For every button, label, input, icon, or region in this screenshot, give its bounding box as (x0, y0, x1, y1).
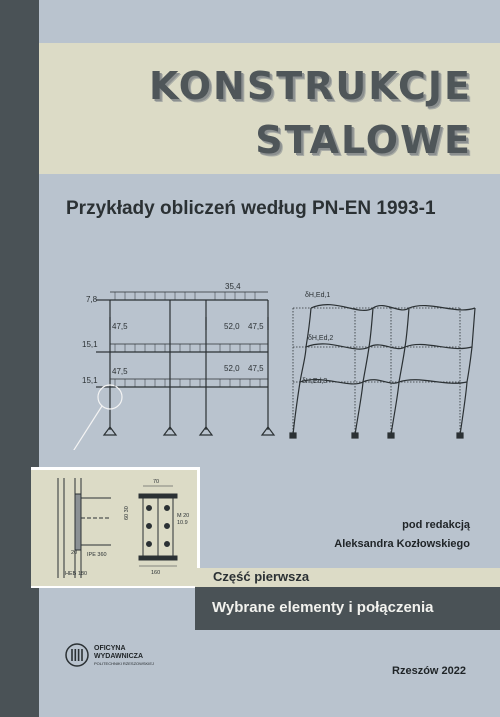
load-mid-left: 15,1 (82, 340, 98, 349)
load-p1: 47,5 (112, 322, 128, 331)
imperfection-1: δH,Ed,1 (305, 292, 331, 299)
editor-name: Aleksandra Kozłowskiego (334, 538, 470, 550)
detail-gap: 20 (71, 550, 78, 556)
imperfection-3: δH,Ed,3 (302, 378, 328, 385)
place-year: Rzeszów 2022 (392, 665, 466, 677)
part-band (195, 568, 500, 630)
part-title: Wybrane elementy i połączenia (212, 599, 434, 616)
detail-dim-top: 70 (153, 479, 160, 485)
publisher-text (94, 645, 154, 667)
load-p4: 47,5 (112, 367, 128, 376)
imperfection-2: δH,Ed,2 (308, 335, 334, 342)
publisher-line-1: OFICYNA (94, 645, 126, 652)
part-title-band (195, 587, 500, 630)
detail-bolt: M 20 (177, 513, 190, 519)
subtitle: Przykłady obliczeń według PN-EN 1993-1 (66, 198, 436, 219)
publisher-line-2: WYDAWNICZA (94, 653, 143, 660)
detail-dim-side: 60 30 (124, 506, 130, 520)
editor-block (334, 516, 470, 554)
part-label: Część pierwsza (213, 569, 310, 584)
frame-drawings (60, 275, 480, 450)
connection-detail-panel (31, 467, 200, 588)
load-top-right: 35,4 (225, 282, 241, 291)
load-p3: 47,5 (248, 322, 264, 331)
detail-width: 160 (151, 570, 161, 576)
connection-detail-drawing (31, 470, 197, 586)
load-p6: 47,5 (248, 364, 264, 373)
title-line-2: STALOWE (255, 118, 472, 162)
publisher-line-3: POLITECHNIKI RZESZOWSKIEJ (94, 661, 155, 666)
detail-column: HEB 180 (65, 571, 88, 577)
detail-beam: IPE 360 (87, 552, 107, 558)
load-p2: 52,0 (224, 322, 240, 331)
detail-grade: 10.9 (177, 520, 188, 526)
dark-spine-band (0, 0, 39, 717)
title-line-1: KONSTRUKCJE (149, 64, 472, 108)
load-top-left: 7,8 (86, 295, 98, 304)
load-p5: 52,0 (224, 364, 240, 373)
publisher-logo (64, 640, 184, 680)
part-label-band (195, 568, 500, 587)
load-low-left: 15,1 (82, 376, 98, 385)
publisher-emblem-icon (64, 642, 90, 668)
editor-line-1: pod redakcją (402, 519, 470, 531)
